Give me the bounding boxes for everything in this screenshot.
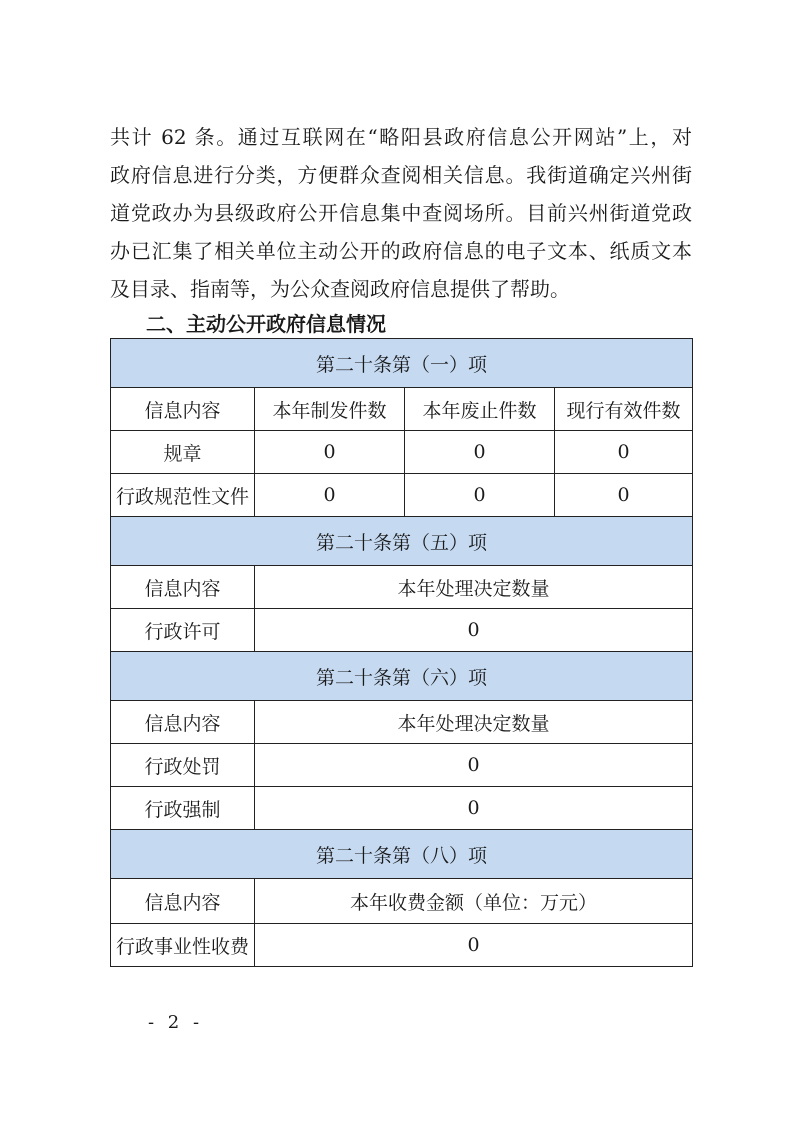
section-title-article-20-1: 第二十条第（一）项 xyxy=(111,339,693,388)
section-title-row xyxy=(111,830,693,879)
table-header-row xyxy=(111,566,693,609)
table-header-row xyxy=(111,701,693,744)
table-cell: 0 xyxy=(255,609,693,652)
paragraph-line: 道党政办为县级政府公开信息集中查阅场所。目前兴州街道党政 xyxy=(110,201,692,225)
disclosure-table xyxy=(110,338,693,967)
header-cell: 本年制发件数 xyxy=(255,388,405,431)
section-title-article-20-5: 第二十条第（五）项 xyxy=(111,517,693,566)
table-cell: 0 xyxy=(405,431,555,474)
table-row xyxy=(111,744,693,787)
section-heading: 二、主动公开政府信息情况 xyxy=(146,312,386,336)
table-row xyxy=(111,787,693,830)
header-cell: 本年收费金额（单位：万元） xyxy=(255,879,693,924)
row-label: 行政规范性文件 xyxy=(111,474,255,517)
table-cell: 0 xyxy=(255,431,405,474)
paragraph-line: 政府信息进行分类，方便群众查阅相关信息。我街道确定兴州街 xyxy=(110,163,692,187)
header-cell: 本年处理决定数量 xyxy=(255,701,693,744)
header-cell: 本年处理决定数量 xyxy=(255,566,693,609)
table-row xyxy=(111,609,693,652)
table-cell: 0 xyxy=(555,431,693,474)
paragraph-line: 及目录、指南等，为公众查阅政府信息提供了帮助。 xyxy=(110,277,570,301)
section-title-row xyxy=(111,652,693,701)
table-cell: 0 xyxy=(255,787,693,830)
page-number: - 2 - xyxy=(148,1012,204,1033)
row-label: 行政处罚 xyxy=(111,744,255,787)
section-title-article-20-6: 第二十条第（六）项 xyxy=(111,652,693,701)
table-row xyxy=(111,474,693,517)
header-cell: 信息内容 xyxy=(111,388,255,431)
header-cell: 信息内容 xyxy=(111,701,255,744)
table-row xyxy=(111,924,693,967)
paragraph-line: 办已汇集了相关单位主动公开的政府信息的电子文本、纸质文本 xyxy=(110,239,692,263)
table-cell: 0 xyxy=(555,474,693,517)
section-title-row xyxy=(111,517,693,566)
row-label: 行政事业性收费 xyxy=(111,924,255,967)
table-cell: 0 xyxy=(405,474,555,517)
row-label: 规章 xyxy=(111,431,255,474)
table-cell: 0 xyxy=(255,744,693,787)
section-title-article-20-8: 第二十条第（八）项 xyxy=(111,830,693,879)
table-cell: 0 xyxy=(255,924,693,967)
table-header-row xyxy=(111,879,693,924)
section-title-row xyxy=(111,339,693,388)
header-cell: 信息内容 xyxy=(111,566,255,609)
paragraph-line: 共计 62 条。通过互联网在“略阳县政府信息公开网站”上，对 xyxy=(110,125,692,149)
table-cell: 0 xyxy=(255,474,405,517)
table-header-row xyxy=(111,388,693,431)
row-label: 行政许可 xyxy=(111,609,255,652)
header-cell: 信息内容 xyxy=(111,879,255,924)
row-label: 行政强制 xyxy=(111,787,255,830)
table-row xyxy=(111,431,693,474)
intro-paragraph xyxy=(110,118,692,308)
header-cell: 现行有效件数 xyxy=(555,388,693,431)
header-cell: 本年废止件数 xyxy=(405,388,555,431)
